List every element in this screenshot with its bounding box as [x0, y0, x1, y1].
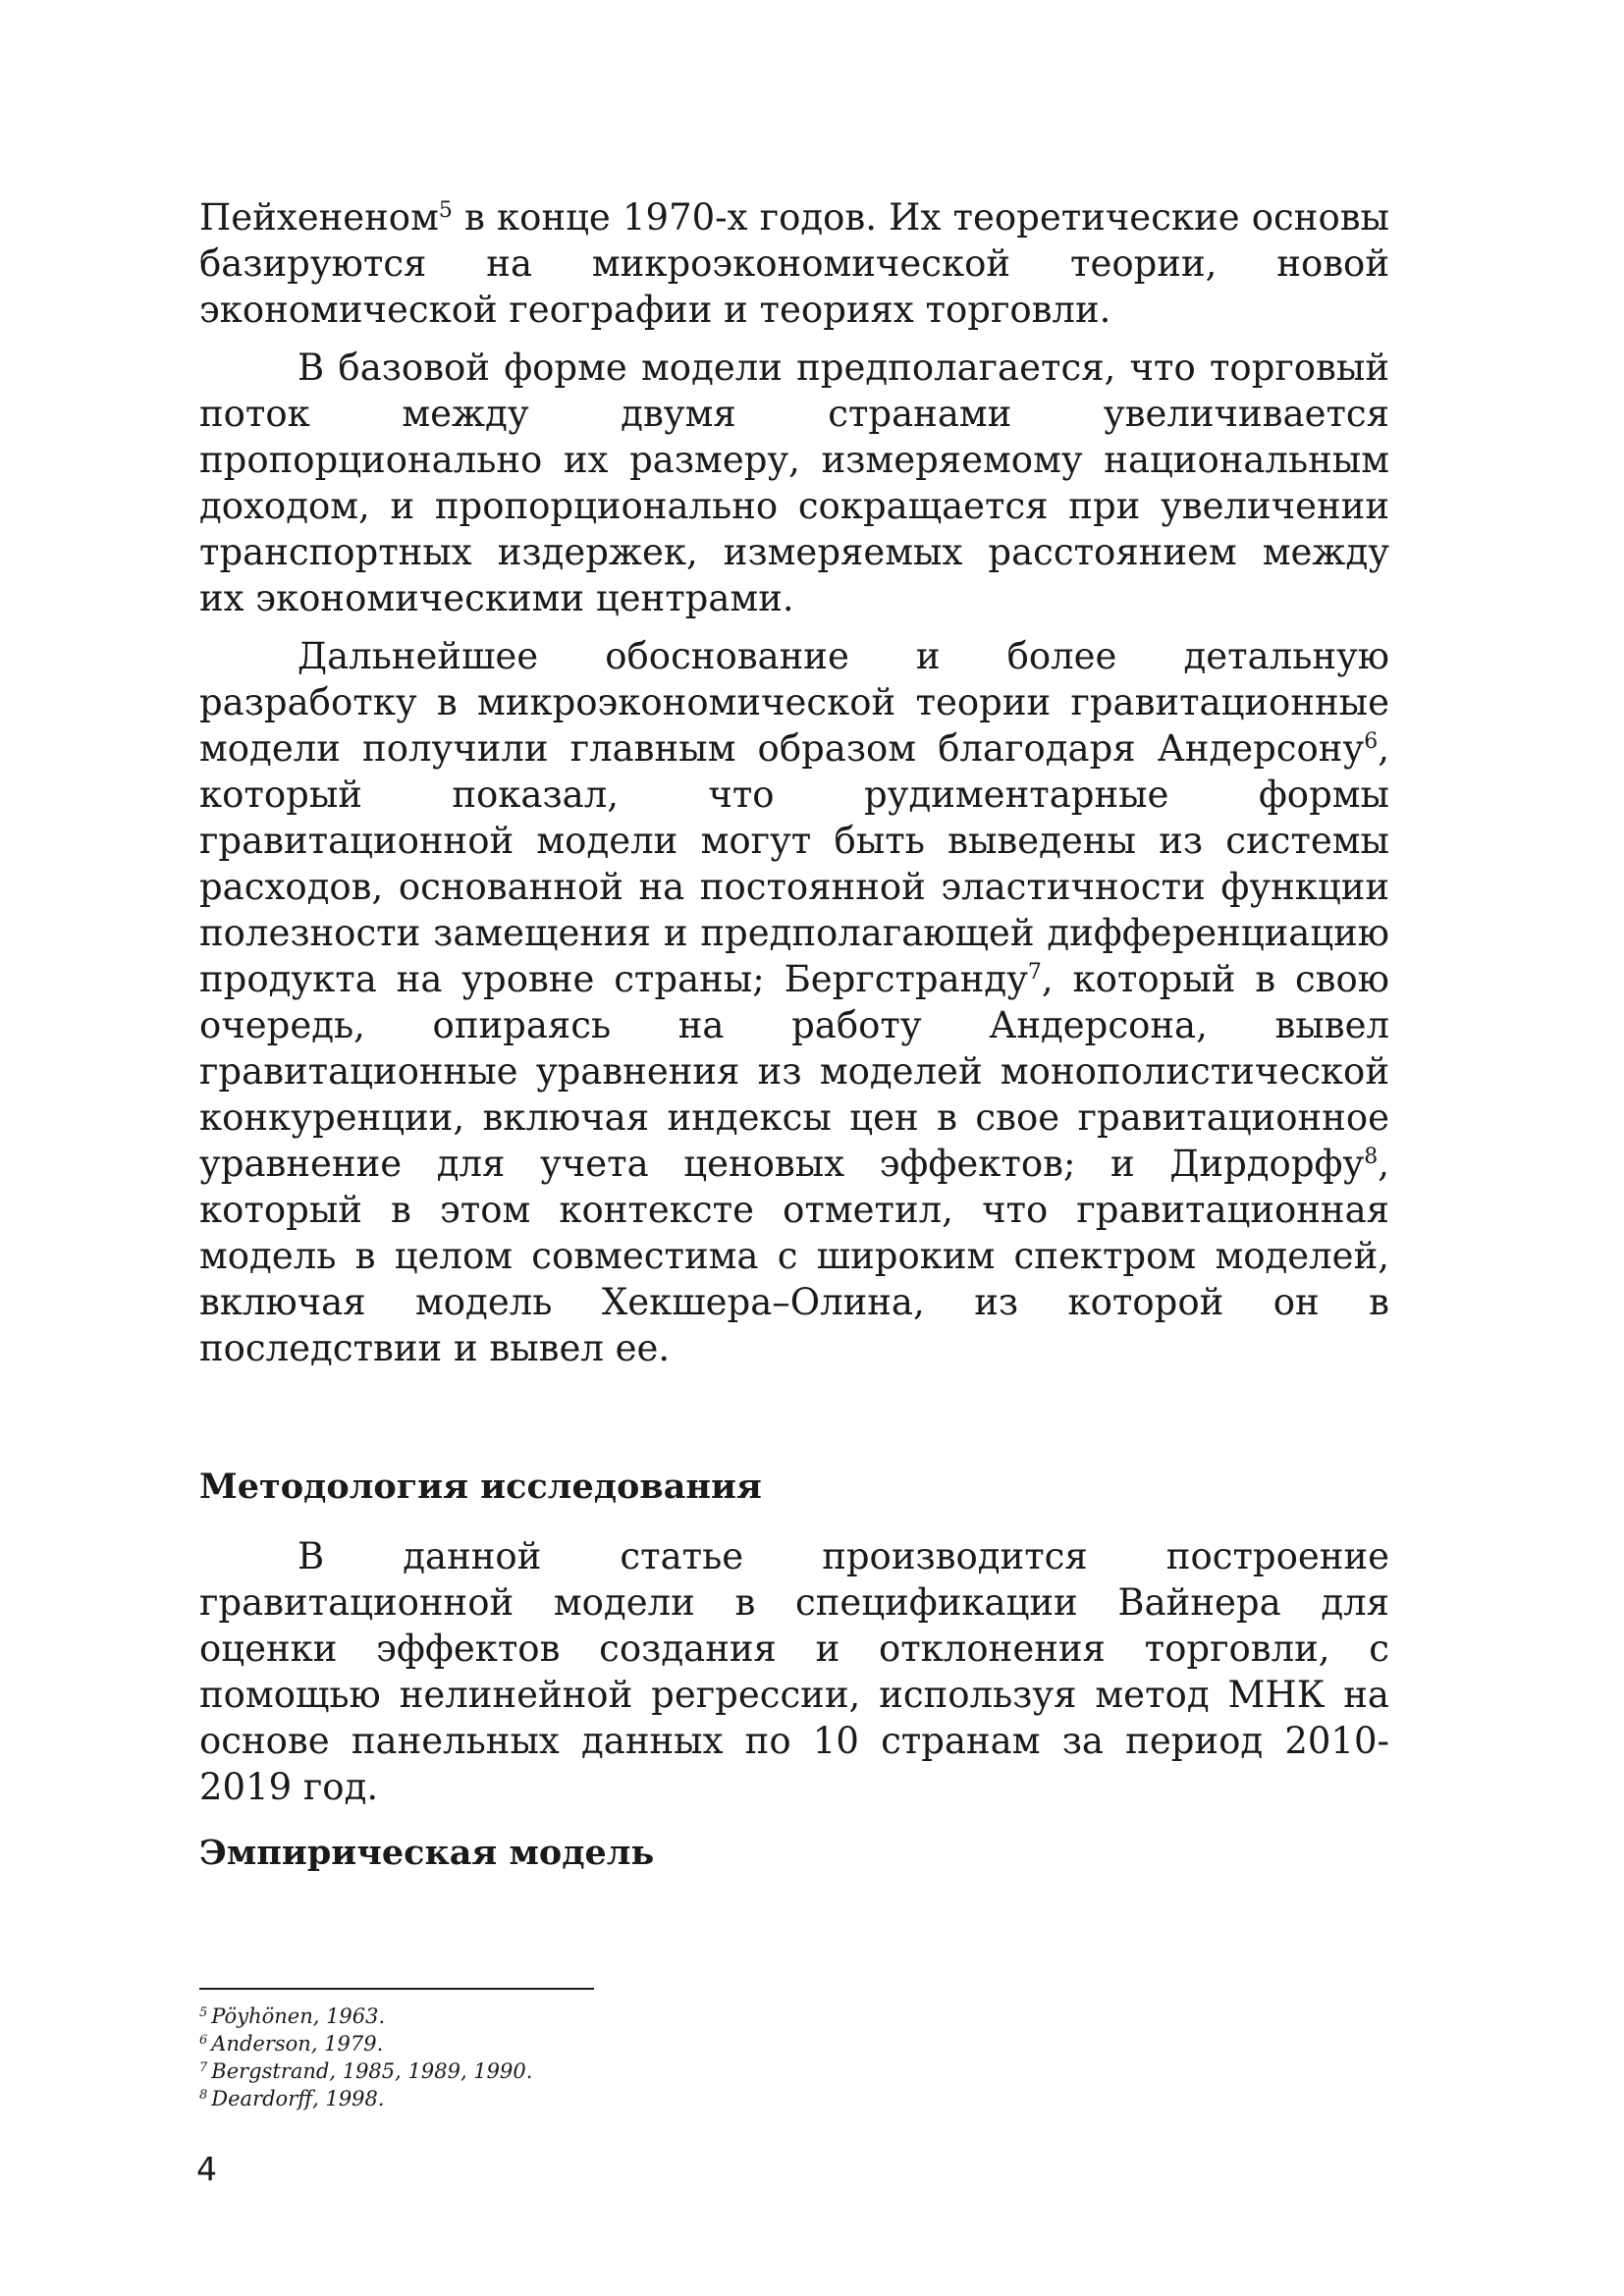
paragraph-theoretical-development: Дальнейшее обоснование и более детальную разработку в микроэкономической теории гравитационные модели получили главным образом благодаря Андерсону$^6$, который показал, что рудиментарные формы гравитационной модели могут быть выведены из системы расходов, основанной на постоянной эластичности функции полезности замещения и предполагающей дифференциацию продукта на уровне страны; Бергстранду$^7$, который в свою очередь, опираясь на работу Андерсона, вывел гравитационные уравнения из моделей монополистической конкуренции, включая индексы цен в свое гравитационное уравнение для учета ценовых эффектов; и Дирдорфу$^8$, который в этом контексте отметил, что гравитационная модель в целом совместима с широким спектром моделей, включая модель Хекшера–Олина, из которой он в последствии и вывел ее. — [199, 635, 1389, 1369]
footnote-mark: 7 — [199, 2060, 208, 2075]
paragraph-basic-model: В базовой форме модели предполагается, что торговый поток между двумя странами увеличивается пропорционально их размеру, измеряемому национальным доходом, и пропорционально сокращается при увеличении транспортных издержек, измеряемых расстоянием между их экономическими центрами. — [199, 347, 1389, 619]
footnote-text: Deardorff, 1998. — [211, 2087, 385, 2110]
footnote-ref-7[interactable]: 7 — [1027, 960, 1042, 985]
footnote-item — [199, 2085, 532, 2112]
footnote-text: Bergstrand, 1985, 1989, 1990. — [211, 2059, 533, 2083]
footnote-mark: 6 — [199, 2033, 208, 2048]
footnote-item — [199, 2057, 532, 2085]
footnote-separator — [199, 1988, 594, 1990]
section-heading-methodology: Методология исследования — [199, 1467, 762, 1507]
footnote-item — [199, 2002, 532, 2030]
page-number: 4 — [196, 2150, 217, 2188]
footnotes — [199, 2002, 532, 2112]
page-body — [199, 194, 1389, 1876]
footnote-ref-8[interactable]: 8 — [1364, 1145, 1379, 1169]
footnote-mark: 8 — [199, 2088, 208, 2103]
footnote-item — [199, 2030, 532, 2057]
footnote-mark: 5 — [199, 2005, 208, 2020]
paragraph-methodology: В данной статье производится построение гравитационной модели в спецификации Вайнера для оценки эффектов создания и отклонения торговли, с помощью нелинейной регрессии, используя метод МНК на основе панельных данных по 10 странам за период 2010-2019 год. — [199, 1535, 1389, 1808]
paragraph-intro-continuation: Пейхененом$^5$ в конце 1970-х годов. Их теоретические основы базируются на микроэкономической теории, новой экономической географии и теориях торговли. — [199, 196, 1389, 331]
footnote-text: Pöyhönen, 1963. — [211, 2004, 386, 2028]
section-heading-empirical-model: Эмпирическая модель — [199, 1833, 655, 1873]
footnote-ref-6[interactable]: 6 — [1364, 729, 1379, 754]
footnote-text: Anderson, 1979. — [211, 2032, 384, 2056]
footnote-ref-5[interactable]: 5 — [438, 198, 453, 223]
